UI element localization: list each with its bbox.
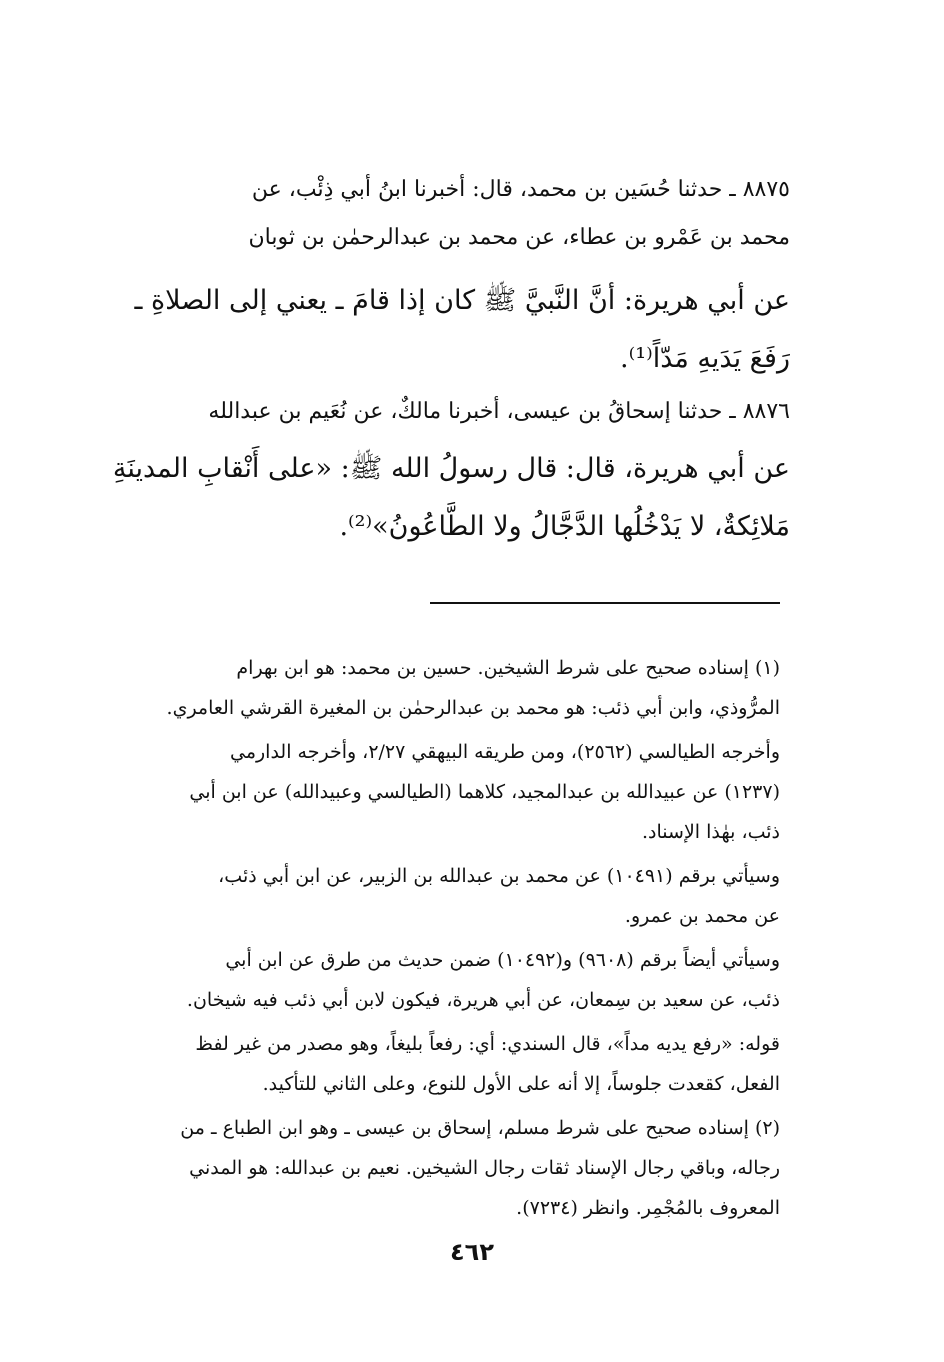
footnote-separator <box>430 602 780 604</box>
text-line: رَفَعَ يَدَيهِ مَدّاً⁽¹⁾. <box>620 343 790 374</box>
footnote-paragraph <box>78 856 780 936</box>
text-line: مَلائِكةٌ، لا يَدْخُلُها الدَّجَّالُ ولا الطَّاعُونُ»⁽²⁾. <box>339 511 790 542</box>
hadith-8876-isnad <box>90 388 790 436</box>
footnote-paragraph <box>78 732 780 852</box>
footnotes <box>78 648 780 1232</box>
footnote-paragraph <box>78 1024 780 1104</box>
text-line: (٢) إسناده صحيح على شرط مسلم، إسحاق بن عيسى ـ وهو ابن الطباع ـ من <box>180 1117 780 1139</box>
hadith-8875-isnad <box>90 166 790 262</box>
text-line: وسيأتي أيضاً برقم (٩٦٠٨) و(١٠٤٩٢) ضمن حديث من طرق عن ابن أبي <box>225 949 780 971</box>
text-line: المرُّوذي، وابن أبي ذئب: هو محمد بن عبدالرحمٰن بن المغيرة القرشي العامري. <box>166 697 780 719</box>
text-line: المعروف بالمُجْمِر. وانظر (٧٢٣٤). <box>516 1197 780 1219</box>
text-line: ٨٨٧٦ ـ حدثنا إسحاقُ بن عيسى، أخبرنا مالكٌ، عن نُعَيم بن عبدالله <box>208 399 790 424</box>
text-line: وأخرجه الطيالسي (٢٥٦٢)، ومن طريقه البيهقي ٢/٢٧، وأخرجه الدارمي <box>229 741 780 763</box>
text-line: عن أبي هريرة، قال: قال رسولُ الله ﷺ: «على أَنْقابِ المدينَةِ <box>112 453 790 484</box>
footnote-paragraph <box>78 648 780 728</box>
text-line: وسيأتي برقم (١٠٤٩١) عن محمد بن عبدالله بن الزبير، عن ابن أبي ذئب، <box>218 865 780 887</box>
text-line: الفعل، كقعدت جلوساً، إلا أنه على الأول للنوع، وعلى الثاني للتأكيد. <box>262 1073 780 1095</box>
text-line: ذئب، عن سعيد بن سِمعان، عن أبي هريرة، فيكون لابن أبي ذئب فيه شيخان. <box>186 989 780 1011</box>
text-line: (١٢٣٧) عن عبيدالله بن عبدالمجيد، كلاهما (الطيالسي وعبيدالله) عن ابن أبي <box>189 781 780 803</box>
text-line: عن محمد بن عمرو. <box>624 905 780 927</box>
text-line: ٨٨٧٥ ـ حدثنا حُسَين بن محمد، قال: أخبرنا ابنُ أبي ذِئْب، عن <box>251 177 790 202</box>
text-line: قوله: «رفع يديه مداً»، قال السندي: أي: رفعاً بليغاً، وهو مصدر من غير لفظ <box>195 1033 780 1055</box>
text-line: ذئب، بهٰذا الإسناد. <box>642 821 780 843</box>
hadith-8875-matn <box>90 272 790 388</box>
text-line: محمد بن عَمْرو بن عطاء، عن محمد بن عبدالرحمٰن بن ثوبان <box>248 225 790 250</box>
page-number: ٤٦٢ <box>450 1238 494 1266</box>
footnote-paragraph <box>78 940 780 1020</box>
text-line: عن أبي هريرة: أنَّ النَّبيَّ ﷺ كان إذا قامَ ـ يعني إلى الصلاةِ ـ <box>134 285 790 316</box>
text-line: رجاله، وباقي رجال الإسناد ثقات رجال الشيخين. نعيم بن عبدالله: هو المدني <box>189 1157 780 1179</box>
hadith-8876-matn <box>90 440 790 556</box>
footnote-paragraph <box>78 1108 780 1228</box>
text-line: (١) إسناده صحيح على شرط الشيخين. حسين بن محمد: هو ابن بهرام <box>236 657 780 679</box>
